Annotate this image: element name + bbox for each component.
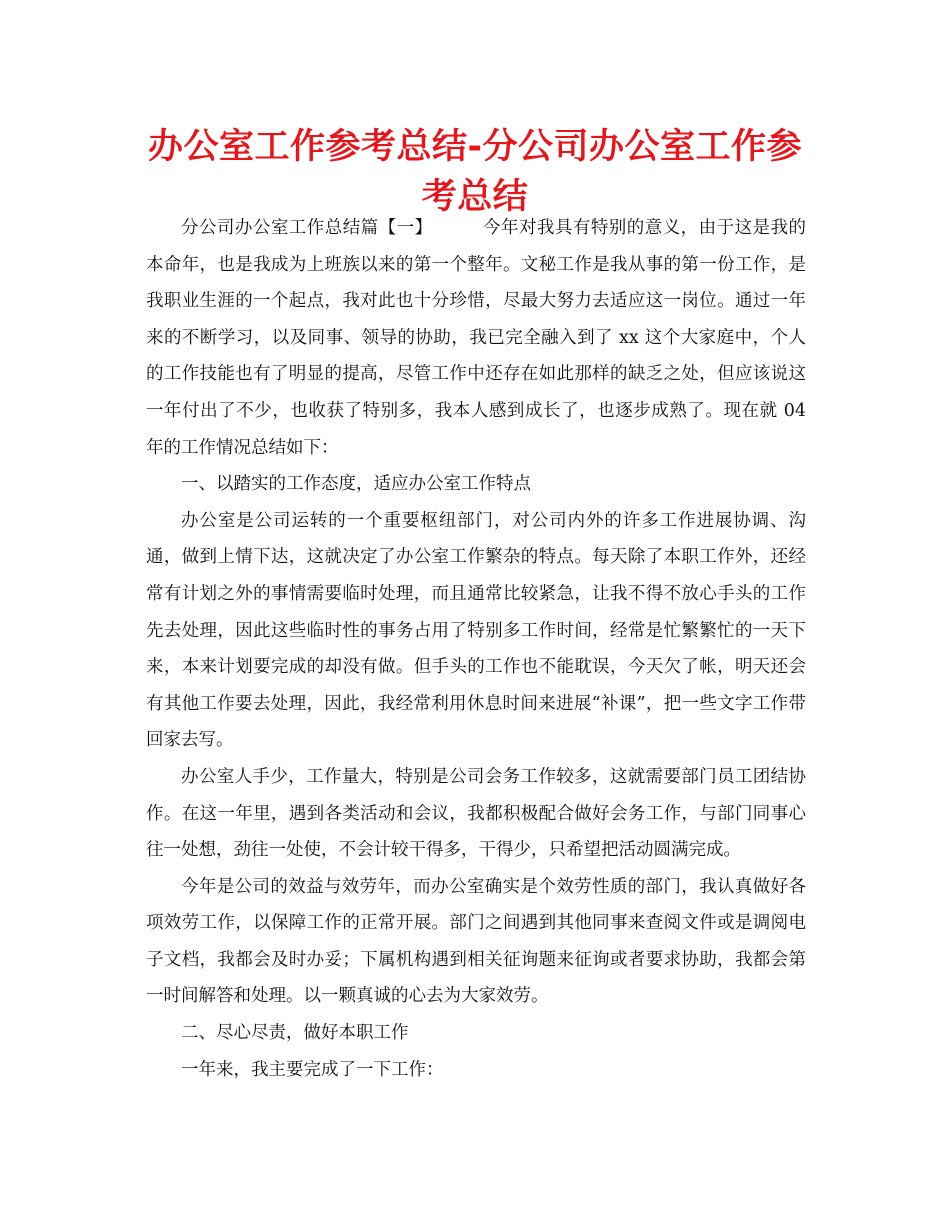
body-paragraph: 一年来，我主要完成了一下工作：	[181, 1059, 444, 1080]
body-paragraph: 办公室人手少，工作量大，特别是公司会务工作较多，这就需要部门员工团结协作。在这一年里，遇到各类活动和会议，我都积极配合做好会务工作，与部门同事心往一处想，劲往一处使，不会计较干得多，干得少，只希望把活动圆满完成。	[146, 766, 806, 861]
body-paragraph: 今年是公司的效益与效劳年，而办公室确实是个效劳性质的部门，我认真做好各项效劳工作，以保障工作的正常开展。部门之间遇到其他同事来查阅文件或是调阅电子文档，我都会及时办妥；下属机构遇到相关征询题来征询或者要求协助，我都会第一时间解答和处理。以一颗真诚的心去为大家效劳。	[146, 876, 806, 1007]
body-paragraph: 办公室是公司运转的一个重要枢纽部门，对公司内外的许多工作进展协调、沟通，做到上情下达，这就决定了办公室工作繁杂的特点。每天除了本职工作外，还经常有计划之外的事情需要临时处理，而且通常比较紧急，让我不得不放心手头的工作先去处理，因此这些临时性的事务占用了特别多工作时间，经常是忙繁繁忙的一天下来，本来计划要完成的却没有做。但手头的工作也不能耽误，今天欠了帐，明天还会有其他工作要去处理，因此，我经常利用休息时间来进展“补课”，把一些文字工作带回家去写。	[146, 510, 806, 751]
section-heading: 一、以踏实的工作态度，适应办公室工作特点	[181, 474, 531, 495]
document-title: 办公室工作参考总结-分公司办公室工作参考总结	[147, 127, 803, 217]
document-body	[146, 210, 806, 1088]
intro-heading: 分公司办公室工作总结篇【一】	[181, 218, 433, 238]
intro-paragraph	[146, 210, 806, 466]
paragraph-text: 今年对我具有特别的意义，由于这是我的本命年，也是我成为上班族以来的第一个整年。文秘工作是我从事的第一份工作，是我职业生涯的一个起点，我对此也十分珍惜，尽最大努力去适应这一岗位。通过一年来的不断学习，以及同事、领导的协助，我已完全融入到了 xx 这个大家庭中，个人的工作技能也有了明显的提高，尽管工作中还存在如此那样的缺乏之处，但应该说这一年付出了不少，也收获了特别多，我本人感到成长了，也逐步成熟了。现在就 04 年的工作情况总结如下：	[146, 218, 806, 458]
section-heading: 二、尽心尽责，做好本职工作	[181, 1023, 409, 1044]
